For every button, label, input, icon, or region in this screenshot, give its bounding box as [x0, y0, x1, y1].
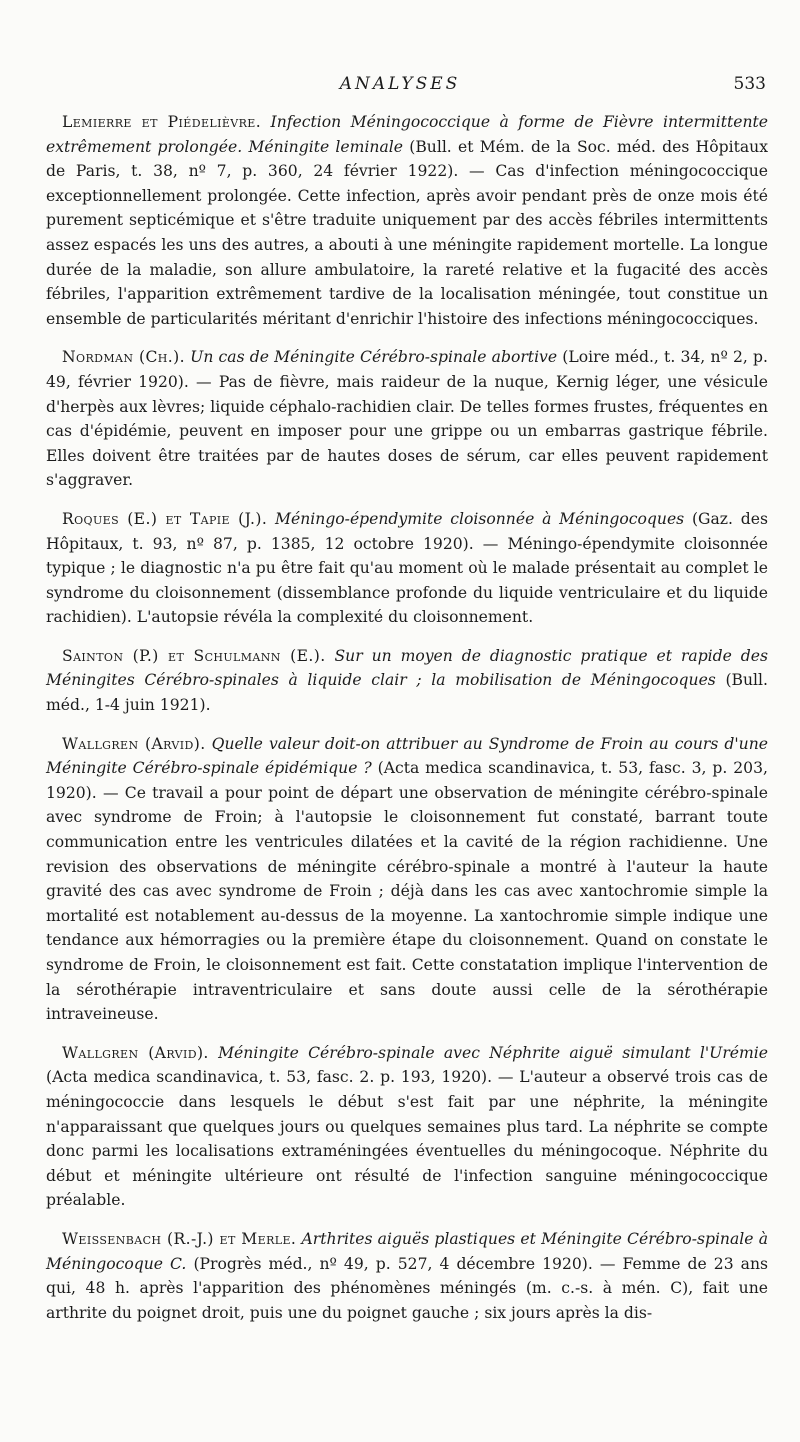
entry-title: Sur un moyen de diagnostic pratique et rapide des Méningites Cérébro-spinales à liquide clair ; la mobilisation de Méningocoques [46, 646, 768, 690]
entry-authors: Lemierre et Piédelièvre. [62, 113, 262, 131]
entry-wallgren-nephrite [46, 1041, 768, 1213]
entry-sainton [46, 644, 768, 718]
entry-text: (Bull. méd., 1-4 juin 1921). [46, 671, 768, 715]
entry-roques [46, 507, 768, 630]
entry-wallgren-froin [46, 732, 768, 1027]
entry-authors: Roques (E.) et Tapie (J.). [62, 509, 268, 528]
entry-title: Méningite Cérébro-spinale avec Néphrite aiguë simulant l'Urémie [218, 1043, 768, 1062]
analyses-body [46, 110, 768, 1339]
entry-text: (Loire méd., t. 34, nº 2, p. 49, février 1920). — Pas de fièvre, mais raideur de la nuque, Kernig léger, une vésicule d'herpès aux lèvres; liquide céphalo-rachidien clair. De telles formes frustes, fréquentes en cas d'épidémie, peuvent en imposer pour une grippe ou un embarras gastrique fébrile. Elles doivent être traitées par de hautes doses de sérum, car elles peuvent rapidement s'aggraver. [46, 348, 768, 490]
entry-authors: Sainton (P.) et Schulmann (E.). [62, 646, 326, 665]
page-number: 533 [733, 74, 766, 94]
entry-weissenbach [46, 1227, 768, 1325]
entry-authors: Nordman (Ch.). [62, 348, 185, 367]
entry-text: (Bull. et Mém. de la Soc. méd. des Hôpitaux de Paris, t. 38, nº 7, p. 360, 24 février 1922). — Cas d'infection méningococcique exceptionnellement prolongée. Cette infection, après avoir pendant près de onze mois été purement septicémique et s'être traduite uniquement par des accès fébriles intermittents assez espacés les uns des autres, a abouti à une méningite rapidement mortelle. La longue durée de la maladie, son allure ambulatoire, la rareté relative et la fugacité des accès fébriles, l'apparition extrêmement tardive de la localisation méningée, tout constitue un ensemble de particularités méritant d'enrichir l'histoire des infections méningococciques. [46, 137, 768, 328]
entry-text: (Gaz. des Hôpitaux, t. 93, nº 87, p. 1385, 12 octobre 1920). — Méningo-épendymite cloisonnée typique ; le diagnostic n'a pu être fait qu'au moment où le malade présentait au complet le syndrome du cloisonnement (dissemblance profonde du liquide ventriculaire et du liquide rachidien). L'autopsie révéla la complexité du cloisonnement. [46, 509, 768, 627]
entry-authors: Wallgren (Arvid). [62, 734, 206, 753]
entry-text: (Acta medica scandinavica, t. 53, fasc. 2. p. 193, 1920). — L'auteur a observé trois cas de méningococcie dans lesquels le début s'est fait par une néphrite, la méningite n'apparaissant que quelques jours ou quelques semaines plus tard. La néphrite se compte donc parmi les localisations extraméningées éventuelles du méningocoque. Néphrite du début et méningite ultérieure ont résulté de l'infection sanguine méningococcique préalable. [46, 1068, 768, 1210]
entry-nordman [46, 345, 768, 493]
entry-title: Un cas de Méningite Cérébro-spinale abortive [190, 348, 558, 367]
running-title: ANALYSES [339, 74, 461, 94]
entry-title: Arthrites aiguës plastiques et Méningite Cérébro-spinale à Méningocoque C. [46, 1229, 768, 1273]
entry-authors: Wallgren (Arvid). [62, 1043, 209, 1062]
entry-lemierre [46, 110, 768, 331]
entry-authors: Weissenbach (R.-J.) et Merle. [62, 1229, 297, 1248]
entry-text: (Acta medica scandinavica, t. 53, fasc. 3, p. 203, 1920). — Ce travail a pour point de départ une observation de méningite cérébro-spinale avec syndrome de Froin; à l'autopsie le cloisonnement fut constaté, barrant toute communication entre les ventricules dilatées et la cavité de la région rachidienne. Une revision des observations de méningite cérébro-spinale a montré à l'auteur la haute gravité des cas avec syndrome de Froin ; déjà dans les cas avec xantochromie simple la mortalité est notablement au-dessus de la moyenne. La xantochromie simple indique une tendance aux hémorragies ou la première étape du cloisonnement. Quand on constate le syndrome de Froin, le cloisonnement est fait. Cette constatation implique l'intervention de la sérothérapie intraventriculaire et sans doute aussi celle de la sérothérapie intraveineuse. [46, 759, 768, 1024]
entry-title: Méningo-épendymite cloisonnée à Méningocoques [275, 509, 685, 528]
entry-title: Infection Méningococcique à forme de Fièvre intermittente extrêmement prolongée. Méningite leminale [46, 113, 769, 156]
page-header [0, 70, 800, 100]
entry-text: (Progrès méd., nº 49, p. 527, 4 décembre 1920). — Femme de 23 ans qui, 48 h. après l'apparition des phénomènes méningés (m. c.-s. à mén. C), fait une arthrite du poignet droit, puis une du poignet gauche ; six jours après la dis- [46, 1254, 768, 1322]
entry-title: Quelle valeur doit-on attribuer au Syndrome de Froin au cours d'une Méningite Cérébro-spinale épidémique ? [46, 734, 768, 778]
